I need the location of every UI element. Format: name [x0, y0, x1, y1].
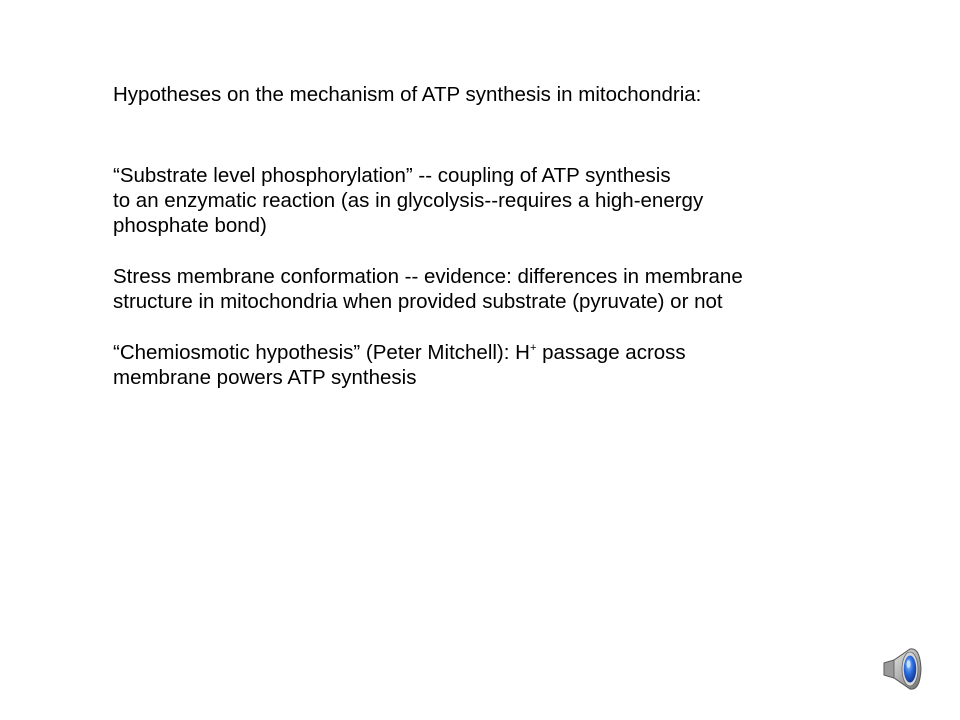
paragraph-line: “Substrate level phosphorylation” -- coupling of ATP synthesis [113, 164, 671, 187]
paragraph-line: phosphate bond) [113, 214, 267, 237]
paragraph-chemiosmotic [113, 340, 893, 390]
slide-heading: Hypotheses on the mechanism of ATP synthesis in mitochondria: [113, 83, 702, 106]
paragraph-substrate-level [113, 163, 893, 238]
paragraph-line: to an enzymatic reaction (as in glycolysis--requires a high-energy [113, 189, 704, 212]
paragraph-stress-membrane [113, 264, 893, 314]
text-segment: passage across [536, 341, 686, 364]
paragraph-line: Stress membrane conformation -- evidence: differences in membrane [113, 265, 743, 288]
speaker-icon[interactable] [880, 645, 924, 693]
text-segment: “Chemiosmotic hypothesis” (Peter Mitchell): H [113, 341, 530, 364]
paragraph-line [113, 340, 893, 365]
paragraph-line: membrane powers ATP synthesis [113, 366, 417, 389]
superscript-plus: + [529, 342, 537, 354]
paragraph-line: structure in mitochondria when provided substrate (pyruvate) or not [113, 290, 723, 313]
slide-content [113, 82, 893, 390]
